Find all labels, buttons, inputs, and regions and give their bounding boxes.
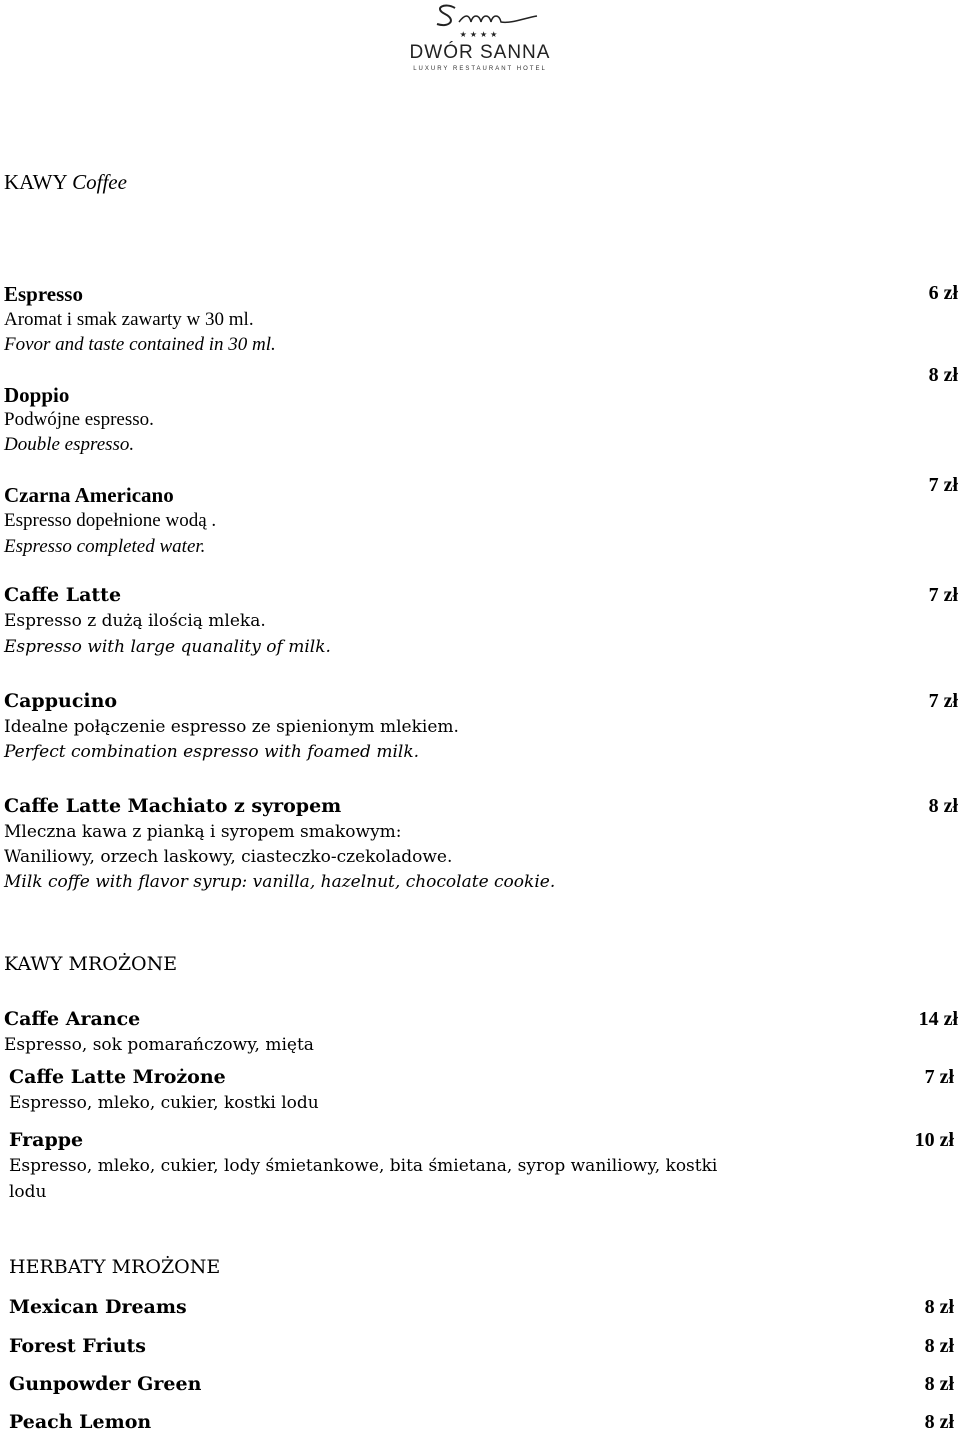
menu-item-price: 6 zł <box>928 282 958 304</box>
menu-item-desc: Espresso, mleko, cukier, lody śmietankowe, bita śmietana, syrop waniliowy, kostki <box>9 1156 718 1176</box>
menu-item-name: Czarna Americano <box>4 483 174 507</box>
menu-item-desc-en: Espresso completed water. <box>4 536 206 557</box>
coffee-heading-pl: KAWY <box>4 170 67 194</box>
coffee-heading <box>4 170 127 195</box>
menu-item-price: 7 zł <box>924 1066 954 1088</box>
signature-logo-icon <box>415 0 545 32</box>
menu-item-price: 7 zł <box>928 690 958 712</box>
coffee-heading-en: Coffee <box>72 170 127 194</box>
menu-item-price: 8 zł <box>928 364 958 386</box>
menu-item-price: 8 zł <box>924 1373 954 1395</box>
menu-item-desc-pl: Idealne połączenie espresso ze spienionym mlekiem. <box>4 717 459 737</box>
menu-item-name: Caffe Arance <box>4 1008 141 1030</box>
menu-item-desc-en: Double espresso. <box>4 434 135 455</box>
hotel-name: DWÓR SANNA <box>409 42 551 63</box>
menu-item-desc-pl: Espresso dopełnione wodą . <box>4 510 217 531</box>
menu-item-name: Espresso <box>4 282 83 306</box>
menu-item-price: 7 zł <box>928 584 958 606</box>
menu-item-desc-en: Perfect combination espresso with foamed milk. <box>4 742 420 762</box>
menu-item-name: Caffe Latte <box>4 584 122 606</box>
menu-item-desc-en: Milk coffe with flavor syrup: vanilla, hazelnut, chocolate cookie. <box>4 872 556 892</box>
hotel-logo <box>380 0 580 80</box>
menu-item-desc-en: Fovor and taste contained in 30 ml. <box>4 334 276 355</box>
iced-coffee-heading: KAWY MROŻONE <box>4 953 178 975</box>
menu-item-name: Peach Lemon <box>9 1411 152 1433</box>
menu-item-desc-pl: Aromat i smak zawarty w 30 ml. <box>4 309 254 330</box>
menu-item-desc-2: lodu <box>9 1182 47 1202</box>
menu-item-desc-pl: Espresso z dużą ilością mleka. <box>4 611 266 631</box>
menu-item-desc-pl: Podwójne espresso. <box>4 409 154 430</box>
menu-item-price: 8 zł <box>924 1296 954 1318</box>
menu-item-desc: Espresso, mleko, cukier, kostki lodu <box>9 1093 319 1113</box>
menu-item-price: 14 zł <box>918 1008 958 1030</box>
menu-item-desc: Espresso, sok pomarańczowy, mięta <box>4 1035 314 1055</box>
menu-item-price: 8 zł <box>924 1335 954 1357</box>
menu-item-name: Forest Friuts <box>9 1335 146 1357</box>
iced-tea-heading: HERBATY MROŻONE <box>9 1256 221 1278</box>
menu-item-name: Caffe Latte Machiato z syropem <box>4 795 342 817</box>
menu-item-name: Doppio <box>4 383 70 407</box>
menu-item-desc-pl-2: Waniliowy, orzech laskowy, ciasteczko-czekoladowe. <box>4 847 453 867</box>
menu-item-name: Frappe <box>9 1129 84 1151</box>
menu-item-name: Gunpowder Green <box>9 1373 202 1395</box>
menu-item-desc-en: Espresso with large quanality of milk. <box>4 637 331 657</box>
menu-item-price: 10 zł <box>914 1129 954 1151</box>
menu-item-desc-pl: Mleczna kawa z pianką i syropem smakowym: <box>4 822 402 842</box>
menu-item-name: Cappucino <box>4 690 118 712</box>
menu-item-name: Caffe Latte Mrożone <box>9 1066 226 1088</box>
menu-item-price: 8 zł <box>928 795 958 817</box>
hotel-tagline: LUXURY RESTAURANT HOTEL <box>413 66 547 72</box>
menu-item-name: Mexican Dreams <box>9 1296 187 1318</box>
hotel-stars: ★★★★ <box>459 30 501 39</box>
menu-item-price: 7 zł <box>928 474 958 496</box>
menu-item-price: 8 zł <box>924 1411 954 1433</box>
